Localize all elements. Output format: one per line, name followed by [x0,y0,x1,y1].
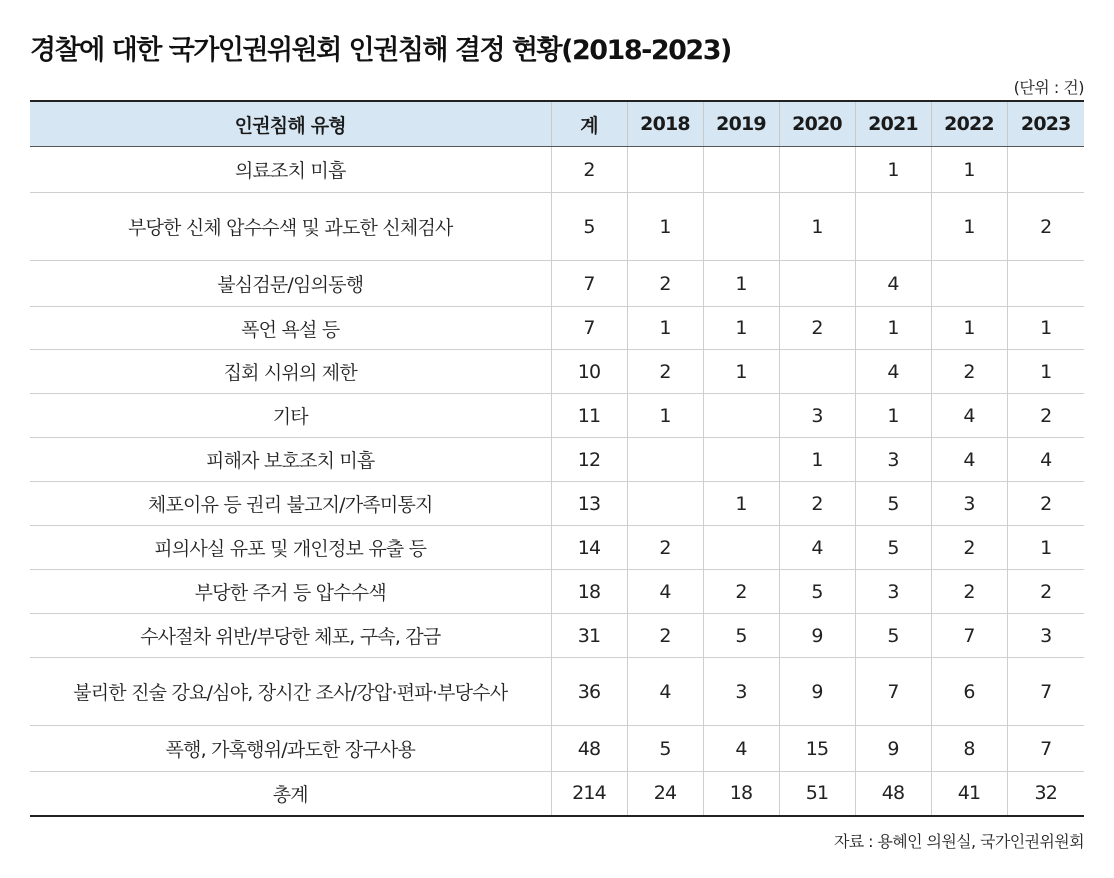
value-cell: 1 [703,261,779,307]
value-cell: 7 [931,614,1007,658]
value-cell [703,438,779,482]
value-cell: 1 [627,394,703,438]
value-cell [703,193,779,261]
value-cell: 1 [627,193,703,261]
value-cell: 2 [627,261,703,307]
value-cell: 2 [551,147,627,193]
value-cell: 3 [779,394,855,438]
table-header-row [30,101,1084,147]
value-cell: 1 [703,350,779,394]
data-table [30,100,1084,817]
value-cell: 24 [627,772,703,816]
table-row [30,193,1084,261]
type-cell: 폭언 욕설 등 [30,307,551,350]
table-row [30,482,1084,526]
value-cell: 32 [1007,772,1084,816]
value-cell: 4 [855,350,931,394]
value-cell: 14 [551,526,627,570]
type-cell: 체포이유 등 권리 불고지/가족미통지 [30,482,551,526]
value-cell: 4 [627,570,703,614]
value-cell: 5 [855,482,931,526]
table-row [30,394,1084,438]
unit-note: (단위 : 건) [1013,78,1084,97]
type-cell: 불리한 진술 강요/심야, 장시간 조사/강압·편파·부당수사 [30,658,551,726]
value-cell: 2 [931,350,1007,394]
value-cell [1007,147,1084,193]
value-cell: 3 [931,482,1007,526]
value-cell: 4 [703,726,779,772]
value-cell: 4 [779,526,855,570]
type-cell: 부당한 신체 압수수색 및 과도한 신체검사 [30,193,551,261]
value-cell: 1 [1007,307,1084,350]
value-cell: 2 [703,570,779,614]
value-cell: 7 [855,658,931,726]
table-row [30,614,1084,658]
header-cell: 2018 [627,101,703,147]
table-row [30,726,1084,772]
value-cell: 7 [1007,658,1084,726]
value-cell: 4 [855,261,931,307]
value-cell: 1 [703,307,779,350]
value-cell: 1 [855,147,931,193]
value-cell [627,482,703,526]
table-row [30,147,1084,193]
type-cell: 총계 [30,772,551,816]
value-cell: 48 [855,772,931,816]
value-cell: 2 [1007,193,1084,261]
type-cell: 수사절차 위반/부당한 체포, 구속, 감금 [30,614,551,658]
value-cell: 1 [855,394,931,438]
header-cell: 2022 [931,101,1007,147]
value-cell: 2 [1007,394,1084,438]
value-cell [703,526,779,570]
type-cell: 기타 [30,394,551,438]
table-body [30,147,1084,816]
value-cell: 9 [855,726,931,772]
value-cell: 15 [779,726,855,772]
value-cell: 48 [551,726,627,772]
value-cell: 7 [551,261,627,307]
header-cell: 2021 [855,101,931,147]
value-cell [1007,261,1084,307]
value-cell [779,350,855,394]
value-cell: 1 [931,147,1007,193]
value-cell: 1 [779,438,855,482]
value-cell: 6 [931,658,1007,726]
value-cell: 2 [627,350,703,394]
value-cell: 18 [551,570,627,614]
type-cell: 집회 시위의 제한 [30,350,551,394]
source-note: 자료 : 용혜인 의원실, 국가인권위원회 [833,832,1084,851]
value-cell: 1 [931,307,1007,350]
value-cell: 9 [779,658,855,726]
value-cell: 1 [855,307,931,350]
value-cell: 11 [551,394,627,438]
value-cell: 10 [551,350,627,394]
page-title: 경찰에 대한 국가인권위원회 인권침해 결정 현황(2018-2023) [30,35,731,66]
type-cell: 피해자 보호조치 미흡 [30,438,551,482]
value-cell [627,147,703,193]
value-cell [931,261,1007,307]
value-cell [703,394,779,438]
value-cell: 2 [931,526,1007,570]
value-cell: 1 [703,482,779,526]
type-cell: 피의사실 유포 및 개인정보 유출 등 [30,526,551,570]
value-cell: 41 [931,772,1007,816]
value-cell [855,193,931,261]
value-cell: 2 [1007,570,1084,614]
header-cell: 2019 [703,101,779,147]
value-cell: 51 [779,772,855,816]
header-cell: 2020 [779,101,855,147]
value-cell: 3 [855,570,931,614]
value-cell [703,147,779,193]
value-cell: 9 [779,614,855,658]
value-cell: 4 [1007,438,1084,482]
table-row [30,570,1084,614]
value-cell: 31 [551,614,627,658]
value-cell: 5 [855,614,931,658]
value-cell [779,147,855,193]
table-row [30,261,1084,307]
value-cell: 2 [627,614,703,658]
value-cell: 2 [779,307,855,350]
value-cell: 5 [779,570,855,614]
value-cell: 214 [551,772,627,816]
value-cell: 2 [779,482,855,526]
value-cell: 4 [931,438,1007,482]
value-cell: 1 [1007,350,1084,394]
value-cell: 2 [931,570,1007,614]
value-cell: 5 [703,614,779,658]
value-cell: 4 [627,658,703,726]
value-cell: 1 [779,193,855,261]
value-cell: 4 [931,394,1007,438]
value-cell [627,438,703,482]
table-row [30,526,1084,570]
header-cell: 2023 [1007,101,1084,147]
value-cell: 1 [1007,526,1084,570]
value-cell: 7 [1007,726,1084,772]
total-row [30,772,1084,816]
value-cell: 13 [551,482,627,526]
type-cell: 불심검문/임의동행 [30,261,551,307]
value-cell: 3 [1007,614,1084,658]
header-cell: 계 [551,101,627,147]
table-row [30,658,1084,726]
value-cell [779,261,855,307]
value-cell: 2 [1007,482,1084,526]
value-cell: 8 [931,726,1007,772]
value-cell: 12 [551,438,627,482]
type-cell: 의료조치 미흡 [30,147,551,193]
type-cell: 폭행, 가혹행위/과도한 장구사용 [30,726,551,772]
value-cell: 1 [627,307,703,350]
value-cell: 5 [855,526,931,570]
value-cell: 5 [627,726,703,772]
value-cell: 2 [627,526,703,570]
value-cell: 3 [703,658,779,726]
table-row [30,350,1084,394]
value-cell: 18 [703,772,779,816]
header-cell: 인권침해 유형 [30,101,551,147]
table-row [30,438,1084,482]
value-cell: 5 [551,193,627,261]
table-row [30,307,1084,350]
value-cell: 7 [551,307,627,350]
type-cell: 부당한 주거 등 압수수색 [30,570,551,614]
value-cell: 3 [855,438,931,482]
value-cell: 36 [551,658,627,726]
value-cell: 1 [931,193,1007,261]
